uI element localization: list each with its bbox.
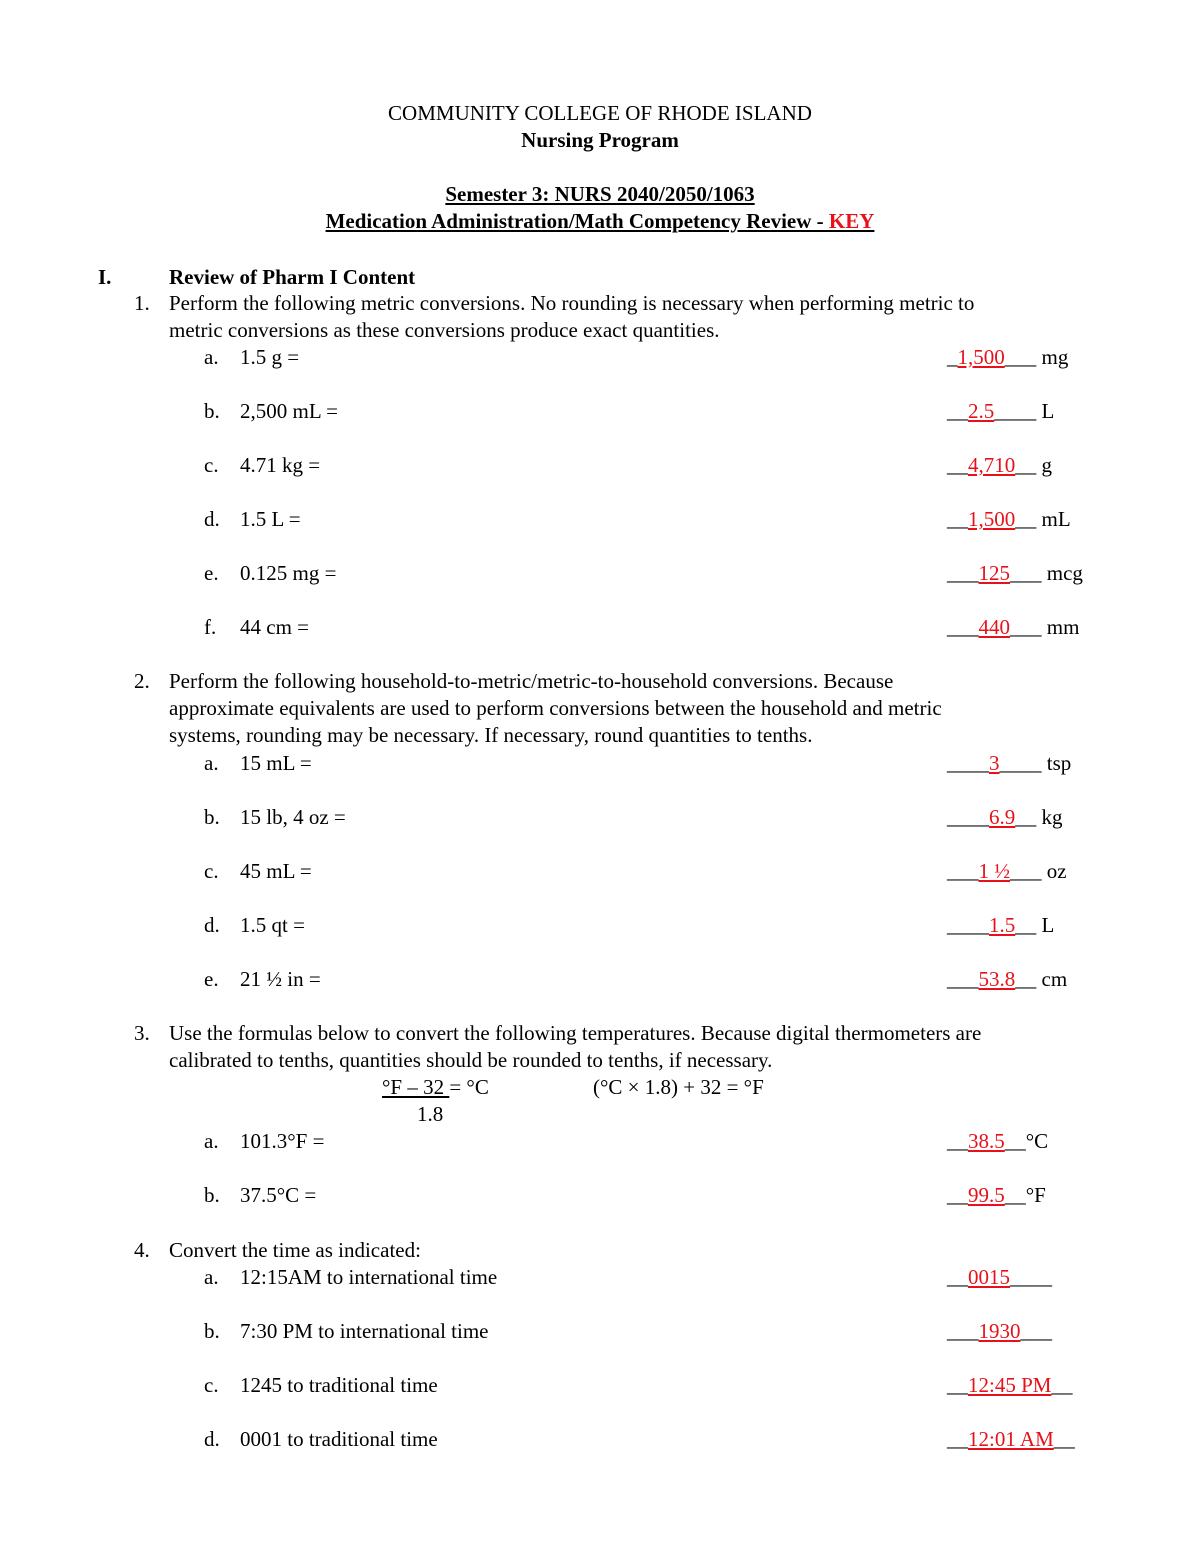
answer-value: 12:45 PM [968, 1373, 1052, 1397]
semester-line: Semester 3: NURS 2040/2050/1063 [445, 182, 755, 206]
item-letter: b. [204, 805, 220, 829]
answer-value: 1930 [978, 1319, 1021, 1343]
answer-value: 1.5 [989, 913, 1016, 937]
formula-denominator: 1.8 [417, 1102, 444, 1126]
item-letter: d. [204, 507, 220, 531]
item-question: 0001 to traditional time [240, 1427, 438, 1451]
item-question: 1245 to traditional time [240, 1373, 438, 1397]
answer-value: 38.5 [968, 1129, 1005, 1153]
answer-blank [947, 1128, 1048, 1155]
item-question: 45 mL = [240, 859, 312, 883]
answer-unit: L [1041, 913, 1055, 937]
q4-number: 4. [134, 1238, 150, 1262]
answer-unit: mm [1046, 615, 1080, 639]
blank-pre: ___ [947, 615, 979, 639]
answer-unit: g [1041, 453, 1052, 477]
blank-post: ___ [1010, 859, 1042, 883]
answer-blank [947, 750, 1071, 777]
item-question: 1.5 g = [240, 345, 300, 369]
blank-pre: ____ [947, 805, 989, 829]
answer-unit: tsp [1046, 751, 1072, 775]
answer-blank [947, 452, 1052, 479]
blank-post: __ [1015, 453, 1037, 477]
q2-text-line1: Perform the following household-to-metric/metric-to-household conversions. Because [169, 669, 894, 693]
answer-value: 440 [978, 615, 1010, 639]
item-letter: d. [204, 1427, 220, 1451]
answer-blank [947, 344, 1068, 371]
blank-pre: __ [947, 453, 968, 477]
answer-unit: mL [1041, 507, 1071, 531]
blank-post: ____ [994, 399, 1037, 423]
blank-post: ____ [1010, 1265, 1052, 1289]
answer-blank [947, 912, 1054, 939]
blank-pre: __ [947, 507, 968, 531]
blank-post: ___ [1020, 1319, 1052, 1343]
answer-value: 53.8 [978, 967, 1016, 991]
blank-pre: __ [947, 1373, 968, 1397]
blank-post: ___ [1010, 615, 1042, 639]
blank-post: __ [1015, 805, 1037, 829]
answer-unit: kg [1041, 805, 1063, 829]
item-letter: b. [204, 1319, 220, 1343]
celsius-formula [382, 1074, 489, 1101]
blank-pre: ___ [947, 1319, 979, 1343]
fahrenheit-formula: (°C × 1.8) + 32 = °F [593, 1075, 764, 1099]
item-question: 1.5 qt = [240, 913, 305, 937]
answer-value: 0015 [968, 1265, 1010, 1289]
blank-post: __ [1015, 507, 1037, 531]
item-letter: b. [204, 1183, 220, 1207]
answer-value: 4,710 [968, 453, 1016, 477]
item-question: 4.71 kg = [240, 453, 321, 477]
item-letter: f. [204, 615, 217, 639]
answer-unit: cm [1041, 967, 1068, 991]
section-title: Review of Pharm I Content [169, 265, 416, 289]
formula-equals: = °C [449, 1075, 489, 1099]
answer-blank [947, 398, 1054, 425]
item-question: 21 ½ in = [240, 967, 321, 991]
item-letter: e. [204, 967, 219, 991]
answer-unit: mg [1041, 345, 1069, 369]
blank-pre: ___ [947, 967, 979, 991]
q1-text-line1: Perform the following metric conversions. No rounding is necessary when performing metric to [169, 291, 975, 315]
blank-post: __ [1004, 1129, 1026, 1153]
q2-number: 2. [134, 669, 150, 693]
q3-text-line1: Use the formulas below to convert the following temperatures. Because digital thermometers are [169, 1021, 982, 1045]
item-question: 15 lb, 4 oz = [240, 805, 346, 829]
answer-blank [947, 804, 1063, 831]
college-name: COMMUNITY COLLEGE OF RHODE ISLAND [388, 101, 812, 125]
item-question: 1.5 L = [240, 507, 301, 531]
blank-pre: __ [947, 1183, 968, 1207]
answer-unit: mcg [1046, 561, 1083, 585]
answer-unit: °C [1025, 1129, 1049, 1153]
answer-value: 1,500 [968, 507, 1016, 531]
program-name: Nursing Program [521, 128, 679, 152]
blank-post: __ [1015, 913, 1037, 937]
item-question: 37.5°C = [240, 1183, 317, 1207]
item-letter: a. [204, 751, 219, 775]
answer-blank [947, 1372, 1072, 1399]
answer-value: 1,500 [957, 345, 1005, 369]
item-question: 2,500 mL = [240, 399, 338, 423]
key-label: KEY [828, 209, 875, 233]
blank-pre: ____ [947, 751, 989, 775]
answer-blank [947, 858, 1067, 885]
item-letter: a. [204, 1265, 219, 1289]
item-question: 12:15AM to international time [240, 1265, 498, 1289]
answer-blank [947, 506, 1071, 533]
answer-blank [947, 1426, 1075, 1453]
item-letter: b. [204, 399, 220, 423]
answer-value: 2.5 [968, 399, 995, 423]
q2-text-line3: systems, rounding may be necessary. If necessary, round quantities to tenths. [169, 723, 813, 747]
blank-pre: ____ [947, 913, 989, 937]
blank-pre: __ [947, 1129, 968, 1153]
document-title [0, 208, 1200, 235]
blank-post: ___ [1010, 561, 1042, 585]
answer-value: 1 ½ [978, 859, 1010, 883]
item-question: 44 cm = [240, 615, 309, 639]
section-numeral: I. [98, 265, 112, 289]
q3-text-line2: calibrated to tenths, quantities should be rounded to tenths, if necessary. [169, 1048, 773, 1072]
item-question: 0.125 mg = [240, 561, 337, 585]
item-letter: a. [204, 345, 219, 369]
blank-pre: __ [947, 1265, 968, 1289]
q4-text-line1: Convert the time as indicated: [169, 1238, 421, 1262]
q1-text-line2: metric conversions as these conversions produce exact quantities. [169, 318, 720, 342]
item-letter: c. [204, 859, 219, 883]
answer-blank [947, 1318, 1052, 1345]
blank-pre: __ [947, 1427, 968, 1451]
answer-value: 12:01 AM [968, 1427, 1054, 1451]
blank-post: __ [1015, 967, 1037, 991]
q1-number: 1. [134, 291, 150, 315]
item-question: 7:30 PM to international time [240, 1319, 489, 1343]
item-question: 101.3°F = [240, 1129, 325, 1153]
title-text: Medication Administration/Math Competency Review - [325, 209, 829, 233]
blank-pre: _ [947, 345, 958, 369]
answer-value: 6.9 [989, 805, 1016, 829]
answer-unit: °F [1025, 1183, 1046, 1207]
blank-post: __ [1051, 1373, 1073, 1397]
item-letter: c. [204, 1373, 219, 1397]
answer-blank [947, 966, 1067, 993]
blank-post: __ [1004, 1183, 1026, 1207]
item-letter: d. [204, 913, 220, 937]
answer-blank [947, 560, 1083, 587]
blank-post: __ [1053, 1427, 1075, 1451]
answer-value: 125 [978, 561, 1010, 585]
blank-pre: ___ [947, 859, 979, 883]
answer-blank [947, 614, 1079, 641]
answer-blank [947, 1182, 1046, 1209]
item-letter: e. [204, 561, 219, 585]
blank-pre: __ [947, 399, 968, 423]
q3-number: 3. [134, 1021, 150, 1045]
blank-pre: ___ [947, 561, 979, 585]
item-question: 15 mL = [240, 751, 312, 775]
formula-numerator: °F – 32 [382, 1075, 450, 1099]
blank-post: ____ [999, 751, 1042, 775]
item-letter: a. [204, 1129, 219, 1153]
answer-unit: oz [1046, 859, 1067, 883]
item-letter: c. [204, 453, 219, 477]
blank-post: ___ [1004, 345, 1037, 369]
q2-text-line2: approximate equivalents are used to perform conversions between the household and metric [169, 696, 942, 720]
answer-blank [947, 1264, 1052, 1291]
answer-unit: L [1041, 399, 1055, 423]
answer-value: 3 [989, 751, 1000, 775]
answer-value: 99.5 [968, 1183, 1005, 1207]
